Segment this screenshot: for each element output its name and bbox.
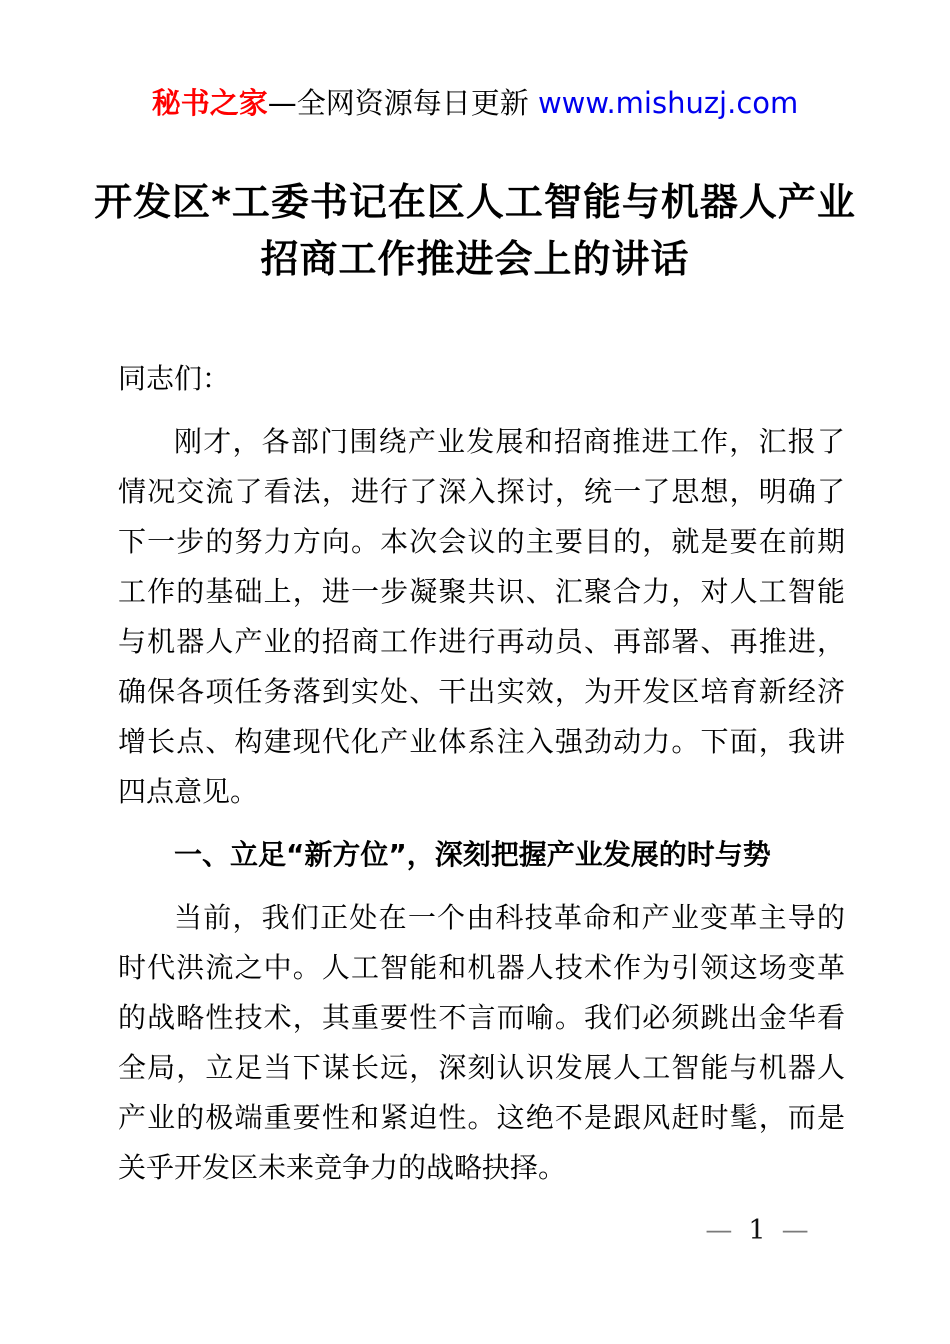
page-number: [657, 1216, 857, 1246]
body-paragraph: 刚才，各部门围绕产业发展和招商推进工作，汇报了情况交流了看法，进行了深入探讨，统一了思想，明确了下一步的努力方向。本次会议的主要目的，就是要在前期工作的基础上，进一步凝聚共识、汇聚合力，对人工智能与机器人产业的招商工作进行再动员、再部署、再推进，确保各项任务落到实处、干出实效，为开发区培育新经济增长点、构建现代化产业体系注入强劲动力。下面，我讲四点意见。: [118, 425, 845, 808]
section-heading-1: 一、立足“新方位”，深刻把握产业发展的时与势: [174, 838, 771, 871]
document-title-line2: 招商工作推进会上的讲话: [260, 237, 690, 281]
site-tagline: —全网资源每日更新: [267, 86, 538, 120]
document-title-line1: 开发区*工委书记在区人工智能与机器人产业: [94, 180, 856, 224]
site-url-link[interactable]: www.mishuzj.com: [537, 86, 799, 120]
page-number-dash-left: —: [705, 1215, 733, 1246]
site-header: [0, 0, 950, 122]
document-title: [65, 174, 885, 288]
salutation: 同志们：: [118, 362, 231, 395]
page-number-value: 1: [748, 1215, 766, 1246]
document-body: [118, 354, 845, 1193]
site-brand: 秘书之家: [151, 86, 268, 120]
page-number-dash-right: —: [781, 1215, 809, 1246]
body-paragraph: 当前，我们正处在一个由科技革命和产业变革主导的时代洪流之中。人工智能和机器人技术作为引领这场变革的战略性技术，其重要性不言而喻。我们必须跳出金华看全局，立足当下谋长远，深刻认识发展人工智能与机器人产业的极端重要性和紧迫性。这绝不是跟风赶时髦，而是关乎开发区未来竞争力的战略抉择。: [118, 901, 845, 1184]
